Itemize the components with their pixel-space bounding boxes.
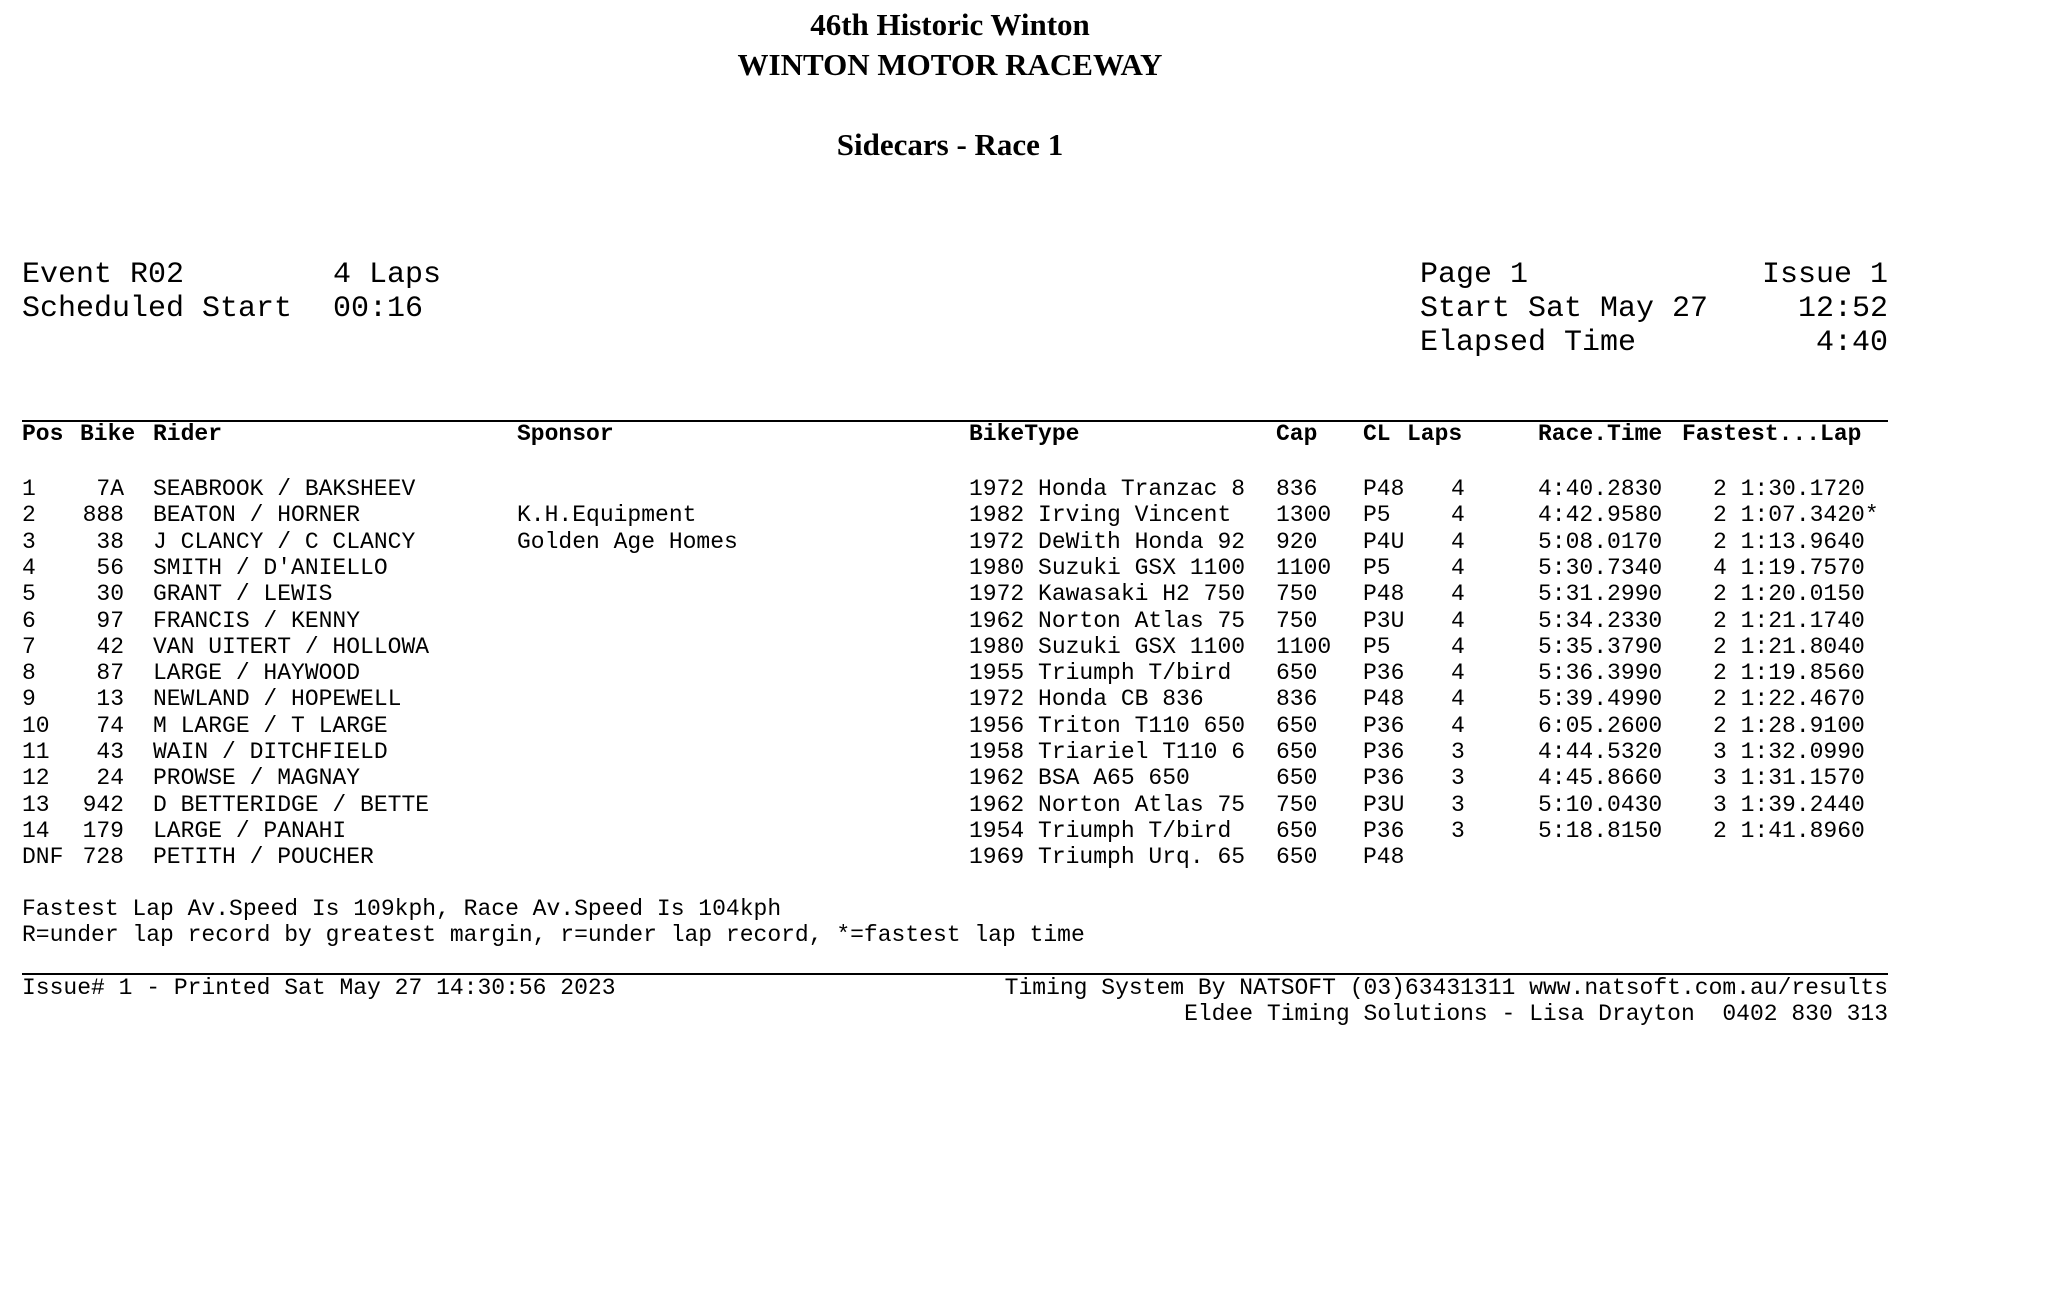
table-row	[0, 765, 1900, 791]
row-racetime: 5:39.4990	[1538, 686, 1663, 713]
row-bike: 888	[82, 502, 124, 529]
speed-note: Fastest Lap Av.Speed Is 109kph, Race Av.Speed Is 104kph	[22, 896, 782, 922]
row-biketype: 1972 Honda Tranzac 8	[969, 476, 1246, 502]
row-rider: NEWLAND / HOPEWELL	[153, 686, 402, 713]
row-rider: BEATON / HORNER	[153, 502, 361, 529]
table-row	[0, 686, 1900, 712]
row-racetime: 5:10.0430	[1538, 791, 1663, 818]
row-pos: 5	[22, 581, 36, 608]
scheduled-start-label: Scheduled Start	[22, 292, 293, 326]
row-pos: 8	[22, 660, 36, 687]
row-sponsor: K.H.Equipment	[517, 502, 697, 529]
row-pos: 1	[22, 476, 36, 502]
table-row	[0, 476, 1900, 502]
row-cap: 750	[1276, 581, 1318, 608]
row-biketype: 1969 Triumph Urq. 65	[969, 844, 1246, 871]
row-racetime: 5:30.7340	[1538, 554, 1663, 581]
row-rider: PETITH / POUCHER	[153, 844, 374, 871]
row-racetime: 4:40.2830	[1538, 476, 1663, 502]
event-title: 46th Historic Winton	[810, 7, 1090, 42]
row-pos: 11	[22, 739, 50, 765]
row-cap: 836	[1276, 686, 1318, 713]
row-fastest-lap: 2 1:07.3420*	[1713, 502, 1879, 529]
row-fastest-lap: 2 1:13.9640	[1713, 528, 1865, 555]
row-biketype: 1954 Triumph T/bird	[969, 817, 1232, 844]
row-bike: 43	[96, 739, 124, 765]
row-bike: 97	[96, 607, 124, 634]
row-sponsor: Golden Age Homes	[517, 528, 738, 555]
page-number: Page 1	[1420, 258, 1529, 292]
row-laps: 3	[1451, 765, 1465, 792]
row-racetime: 4:42.9580	[1538, 502, 1663, 529]
row-bike: 56	[96, 554, 124, 581]
row-class: P4U	[1363, 528, 1405, 555]
table-row	[0, 792, 1900, 818]
start-time: 12:52	[1797, 292, 1888, 326]
col-biketype: BikeType	[969, 421, 1080, 447]
row-pos: 6	[22, 607, 36, 634]
row-laps: 4	[1451, 476, 1465, 502]
row-class: P5	[1363, 502, 1391, 529]
row-racetime: 5:34.2330	[1538, 607, 1663, 634]
row-class: P5	[1363, 554, 1391, 581]
table-row	[0, 818, 1900, 844]
table-row	[0, 713, 1900, 739]
row-racetime: 5:36.3990	[1538, 660, 1663, 687]
row-rider: D BETTERIDGE / BETTE	[153, 791, 430, 818]
row-biketype: 1980 Suzuki GSX 1100	[969, 633, 1246, 660]
row-class: P36	[1363, 712, 1405, 739]
row-pos: DNF	[22, 844, 64, 871]
row-fastest-lap: 2 1:28.9100	[1713, 712, 1865, 739]
row-bike: 24	[96, 765, 124, 792]
row-class: P3U	[1363, 791, 1405, 818]
elapsed-time-label: Elapsed Time	[1420, 326, 1637, 360]
table-row	[0, 529, 1900, 555]
row-pos: 7	[22, 633, 36, 660]
row-rider: WAIN / DITCHFIELD	[153, 739, 388, 765]
row-fastest-lap: 2 1:22.4670	[1713, 686, 1865, 713]
table-row	[0, 634, 1900, 660]
row-biketype: 1962 BSA A65 650	[969, 765, 1190, 792]
row-bike: 74	[96, 712, 124, 739]
printed-info: Issue# 1 - Printed Sat May 27 14:30:56 2023	[22, 975, 616, 1001]
row-pos: 14	[22, 817, 50, 844]
col-fastest-lap: Fastest...Lap	[1682, 421, 1862, 447]
col-rider: Rider	[153, 421, 223, 447]
row-pos: 3	[22, 528, 36, 555]
row-biketype: 1980 Suzuki GSX 1100	[969, 554, 1246, 581]
event-id: Event R02	[22, 258, 185, 292]
col-laps: Laps	[1407, 421, 1463, 447]
row-laps: 4	[1451, 633, 1465, 660]
race-title: Sidecars - Race 1	[836, 127, 1064, 162]
row-class: P5	[1363, 633, 1391, 660]
row-pos: 10	[22, 712, 50, 739]
row-biketype: 1958 Triariel T110 6	[969, 739, 1246, 765]
row-racetime: 4:44.5320	[1538, 739, 1663, 765]
col-cap: Cap	[1276, 421, 1318, 447]
row-cap: 1300	[1276, 502, 1332, 529]
row-cap: 650	[1276, 739, 1318, 765]
row-cap: 650	[1276, 660, 1318, 687]
row-bike: 7A	[96, 476, 124, 502]
row-rider: J CLANCY / C CLANCY	[153, 528, 416, 555]
row-bike: 179	[82, 817, 124, 844]
table-row	[0, 608, 1900, 634]
row-bike: 38	[96, 528, 124, 555]
row-pos: 2	[22, 502, 36, 529]
row-class: P48	[1363, 581, 1405, 608]
row-racetime: 6:05.2600	[1538, 712, 1663, 739]
col-bike: Bike	[80, 421, 136, 447]
row-racetime: 5:35.3790	[1538, 633, 1663, 660]
row-cap: 836	[1276, 476, 1318, 502]
row-rider: SMITH / D'ANIELLO	[153, 554, 388, 581]
issue-number: Issue 1	[1761, 258, 1888, 292]
row-class: P36	[1363, 817, 1405, 844]
start-date-label: Start Sat May 27	[1420, 292, 1709, 326]
row-cap: 1100	[1276, 554, 1332, 581]
row-cap: 1100	[1276, 633, 1332, 660]
row-laps: 4	[1451, 502, 1465, 529]
row-fastest-lap: 2 1:21.1740	[1713, 607, 1865, 634]
row-cap: 920	[1276, 528, 1318, 555]
row-cap: 650	[1276, 844, 1318, 871]
row-pos: 13	[22, 791, 50, 818]
row-racetime: 5:31.2990	[1538, 581, 1663, 608]
row-class: P3U	[1363, 607, 1405, 634]
row-cap: 750	[1276, 607, 1318, 634]
row-biketype: 1962 Norton Atlas 75	[969, 607, 1246, 634]
row-rider: FRANCIS / KENNY	[153, 607, 361, 634]
row-bike: 30	[96, 581, 124, 608]
col-cl: CL	[1363, 421, 1391, 447]
row-laps: 3	[1451, 791, 1465, 818]
row-fastest-lap: 3 1:31.1570	[1713, 765, 1865, 792]
row-class: P48	[1363, 476, 1405, 502]
col-pos: Pos	[22, 421, 64, 447]
row-rider: SEABROOK / BAKSHEEV	[153, 476, 416, 502]
row-fastest-lap: 2 1:20.0150	[1713, 581, 1865, 608]
row-fastest-lap: 4 1:19.7570	[1713, 554, 1865, 581]
row-class: P36	[1363, 660, 1405, 687]
row-laps: 4	[1451, 712, 1465, 739]
table-row	[0, 502, 1900, 528]
elapsed-time-value: 4:40	[1815, 326, 1888, 360]
row-bike: 728	[82, 844, 124, 871]
row-class: P36	[1363, 739, 1405, 765]
row-pos: 9	[22, 686, 36, 713]
row-laps: 4	[1451, 607, 1465, 634]
row-biketype: 1972 DeWith Honda 92	[969, 528, 1246, 555]
row-laps: 4	[1451, 528, 1465, 555]
row-rider: LARGE / PANAHI	[153, 817, 347, 844]
table-row	[0, 844, 1900, 870]
row-cap: 750	[1276, 791, 1318, 818]
table-row	[0, 581, 1900, 607]
row-class: P36	[1363, 765, 1405, 792]
scheduled-start-value: 00:16	[333, 292, 424, 326]
row-laps: 4	[1451, 660, 1465, 687]
col-racetime: Race.Time	[1538, 421, 1663, 447]
row-fastest-lap: 3 1:39.2440	[1713, 791, 1865, 818]
row-pos: 4	[22, 554, 36, 581]
table-row	[0, 555, 1900, 581]
row-rider: M LARGE / T LARGE	[153, 712, 388, 739]
row-rider: GRANT / LEWIS	[153, 581, 333, 608]
row-laps: 4	[1451, 686, 1465, 713]
row-biketype: 1956 Triton T110 650	[969, 712, 1246, 739]
row-cap: 650	[1276, 765, 1318, 792]
row-bike: 942	[82, 791, 124, 818]
table-row	[0, 739, 1900, 765]
row-biketype: 1972 Kawasaki H2 750	[969, 581, 1246, 608]
row-racetime: 5:08.0170	[1538, 528, 1663, 555]
timing-contact-info: Eldee Timing Solutions - Lisa Drayton 0402 830 313	[1184, 1001, 1888, 1027]
row-racetime: 4:45.8660	[1538, 765, 1663, 792]
row-rider: PROWSE / MAGNAY	[153, 765, 361, 792]
event-laps: 4 Laps	[333, 258, 442, 292]
row-bike: 42	[96, 633, 124, 660]
venue-title: WINTON MOTOR RACEWAY	[737, 47, 1163, 82]
legend-note: R=under lap record by greatest margin, r=under lap record, *=fastest lap time	[22, 922, 1085, 948]
row-bike: 13	[96, 686, 124, 713]
row-laps: 3	[1451, 739, 1465, 765]
row-biketype: 1955 Triumph T/bird	[969, 660, 1232, 687]
timing-system-info: Timing System By NATSOFT (03)63431311 www.natsoft.com.au/results	[1004, 975, 1888, 1001]
row-biketype: 1962 Norton Atlas 75	[969, 791, 1246, 818]
row-fastest-lap: 2 1:41.8960	[1713, 817, 1865, 844]
row-fastest-lap: 2 1:21.8040	[1713, 633, 1865, 660]
row-pos: 12	[22, 765, 50, 792]
row-bike: 87	[96, 660, 124, 687]
row-fastest-lap: 2 1:19.8560	[1713, 660, 1865, 687]
row-biketype: 1982 Irving Vincent	[969, 502, 1232, 529]
row-fastest-lap: 2 1:30.1720	[1713, 476, 1865, 502]
row-racetime: 5:18.8150	[1538, 817, 1663, 844]
row-rider: VAN UITERT / HOLLOWA	[153, 633, 430, 660]
table-row	[0, 660, 1900, 686]
row-class: P48	[1363, 844, 1405, 871]
row-cap: 650	[1276, 817, 1318, 844]
row-laps: 4	[1451, 581, 1465, 608]
col-sponsor: Sponsor	[517, 421, 614, 447]
row-class: P48	[1363, 686, 1405, 713]
row-biketype: 1972 Honda CB 836	[969, 686, 1204, 713]
row-fastest-lap: 3 1:32.0990	[1713, 739, 1865, 765]
row-cap: 650	[1276, 712, 1318, 739]
row-laps: 3	[1451, 817, 1465, 844]
row-rider: LARGE / HAYWOOD	[153, 660, 361, 687]
row-laps: 4	[1451, 554, 1465, 581]
